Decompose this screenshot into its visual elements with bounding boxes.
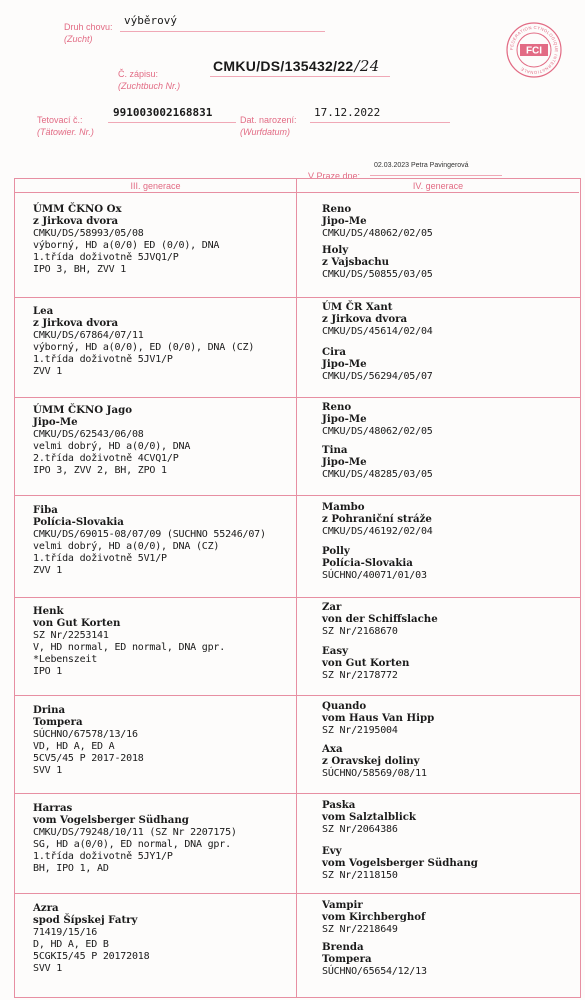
ancestor-kennel: Polícia-Slovakia: [322, 557, 413, 570]
signature-underline: [370, 175, 502, 176]
gen4-sire: [322, 203, 433, 240]
ancestor-titles: BH, IPO 1, AD: [33, 863, 109, 875]
gen4-sire: [322, 301, 433, 338]
ancestor-registration: SÚCHNO/65654/12/13: [322, 965, 427, 977]
ancestor-titles: ZVV 1: [33, 565, 63, 577]
ancestor-kennel: Polícia-Slovakia: [33, 516, 124, 529]
ancestor-kennel: von der Schiffslache: [322, 613, 438, 626]
ancestor-registration: CMKU/DS/45614/02/04: [322, 325, 433, 337]
gen4-dam: [322, 545, 427, 582]
ancestor-health: velmi dobrý, HD a(0/0), DNA (CZ): [33, 540, 220, 552]
ancestor-breeding-class: 1.třída doživotně 5JY1/P: [33, 851, 173, 863]
ancestor-name: Vampir: [322, 899, 363, 911]
ancestor-kennel: spod Šípskej Fatry: [33, 914, 138, 927]
ancestor-name: Drina: [33, 704, 66, 716]
ancestor-kennel: Jipo-Me: [322, 413, 367, 426]
birth-date-underline: [310, 122, 450, 123]
gen4-dam: [322, 244, 433, 281]
gen3-ancestor: [33, 404, 190, 478]
ancestor-registration: CMKU/DS/48062/02/05: [322, 227, 433, 239]
row-divider: [15, 893, 580, 894]
ancestor-breeding-class: 1.třída doživotně 5JVQ1/P: [33, 252, 179, 264]
gen4-sire: [322, 899, 425, 936]
ancestor-registration: SZ Nr/2178772: [322, 669, 398, 681]
gen4-sire: [322, 601, 438, 638]
ancestor-kennel: z Jirkova dvora: [322, 313, 408, 326]
pedigree-table: [14, 178, 581, 998]
registry-underline: [210, 76, 390, 77]
ancestor-titles: ZVV 1: [33, 366, 63, 378]
ancestor-kennel: vom Salztalblick: [322, 811, 416, 824]
ancestor-registration: SZ Nr/2168670: [322, 625, 398, 637]
tattoo-value: 991003002168831: [113, 106, 213, 119]
ancestor-kennel: z Oravskej doliny: [322, 755, 420, 768]
ancestor-kennel: vom Haus Van Hipp: [322, 712, 435, 725]
column-header-gen4: IV. generace: [297, 179, 579, 193]
ancestor-kennel: z Vajsbachu: [322, 256, 390, 269]
gen3-ancestor: [33, 305, 254, 379]
ancestor-kennel: vom Vogelsberger Südhang: [322, 857, 478, 870]
ancestor-registration: CMKU/DS/79248/10/11 (SZ Nr 2207175): [33, 826, 237, 838]
ancestor-health: výborný, HD a(0/0) ED (0/0), DNA: [33, 239, 220, 251]
ancestor-name: Reno: [322, 401, 352, 413]
ancestor-kennel: von Gut Korten: [322, 657, 410, 670]
signature-text: 02.03.2023 Petra Pavingerová: [374, 162, 469, 169]
ancestor-kennel: Jipo-Me: [322, 358, 367, 371]
ancestor-name: Evy: [322, 845, 342, 857]
ancestor-titles: SVV 1: [33, 765, 63, 777]
column-divider: [296, 193, 297, 997]
ancestor-kennel: z Jirkova dvora: [33, 317, 119, 330]
gen4-dam: [322, 941, 427, 978]
column-header-gen3: III. generace: [15, 179, 297, 193]
tattoo-underline: [108, 122, 236, 123]
ancestor-name: ÚMM ČKNO Jago: [33, 404, 133, 416]
tattoo-label: Tetovací č.: (Tätowier. Nr.): [37, 115, 94, 138]
ancestor-name: Henk: [33, 605, 64, 617]
ancestor-registration: CMKU/DS/58993/05/08: [33, 227, 144, 239]
birth-date-label: Dat. narození: (Wurfdatum): [240, 115, 297, 138]
registry-label: Č. zápisu: (Zuchtbuch Nr.): [118, 69, 181, 92]
ancestor-kennel: z Pohraniční stráže: [322, 513, 432, 526]
ancestor-name: Fiba: [33, 504, 58, 516]
place-date-label: V Praze dne:: [308, 171, 361, 181]
gen3-ancestor: [33, 902, 149, 976]
ancestor-registration: CMKU/DS/69015-08/07/09 (SUCHNO 55246/07): [33, 528, 266, 540]
ancestor-kennel: Jipo-Me: [33, 416, 78, 429]
ancestor-kennel: von Gut Korten: [33, 617, 121, 630]
ancestor-health: SG, HD a(0/0), ED normal, DNA gpr.: [33, 838, 231, 850]
registry-number-handwritten: /24: [354, 57, 380, 75]
gen4-dam: [322, 346, 433, 383]
gen4-dam: [322, 845, 478, 882]
ancestor-name: Harras: [33, 802, 73, 814]
ancestor-kennel: vom Kirchberghof: [322, 911, 426, 924]
gen4-dam: [322, 444, 433, 481]
row-divider: [15, 695, 580, 696]
ancestor-breeding-class: 1.třída doživotně 5V1/P: [33, 553, 167, 565]
birth-date-value: 17.12.2022: [314, 106, 381, 119]
gen4-dam: [322, 743, 427, 780]
ancestor-health: D, HD A, ED B: [33, 938, 109, 950]
ancestor-name: Tina: [322, 444, 348, 456]
ancestor-registration: CMKU/DS/67864/07/11: [33, 329, 144, 341]
ancestor-breeding-class: *Lebenszeit: [33, 654, 98, 666]
gen3-ancestor: [33, 605, 225, 679]
row-divider: [15, 793, 580, 794]
gen3-ancestor: [33, 203, 219, 277]
ancestor-registration: CMKU/DS/50855/03/05: [322, 268, 433, 280]
row-divider: [15, 495, 580, 496]
ancestor-kennel: Jipo-Me: [322, 215, 367, 228]
ancestor-breeding-class: 2.třída doživotně 4CVQ1/P: [33, 453, 179, 465]
ancestor-registration: SZ Nr/2118150: [322, 869, 398, 881]
gen3-ancestor: [33, 802, 237, 876]
ancestor-kennel: Tompera: [322, 953, 372, 966]
ancestor-titles: IPO 3, BH, ZVV 1: [33, 264, 127, 276]
ancestor-name: Cira: [322, 346, 346, 358]
ancestor-registration: CMKU/DS/48285/03/05: [322, 468, 433, 480]
ancestor-name: Holy: [322, 244, 349, 256]
ancestor-registration: CMKU/DS/62543/06/08: [33, 428, 144, 440]
ancestor-name: ÚM ČR Xant: [322, 301, 393, 313]
ancestor-registration: SÚCHNO/67578/13/16: [33, 728, 138, 740]
ancestor-registration: SZ Nr/2064386: [322, 823, 398, 835]
ancestor-titles: IPO 3, ZVV 2, BH, ZPO 1: [33, 465, 167, 477]
breed-type-underline: [120, 31, 325, 32]
gen4-sire: [322, 799, 416, 836]
ancestor-titles: SVV 1: [33, 963, 63, 975]
ancestor-registration: CMKU/DS/46192/02/04: [322, 525, 433, 537]
ancestor-health: V, HD normal, ED normal, DNA gpr.: [33, 641, 226, 653]
ancestor-registration: SÚCHNO/58569/08/11: [322, 767, 427, 779]
ancestor-kennel: z Jirkova dvora: [33, 215, 119, 228]
gen3-ancestor: [33, 504, 266, 578]
ancestor-health: výborný, HD a(0/0), ED (0/0), DNA (CZ): [33, 341, 255, 353]
ancestor-name: Zar: [322, 601, 342, 613]
ancestor-name: Quando: [322, 700, 367, 712]
registry-number: [213, 57, 380, 75]
row-divider: [15, 597, 580, 598]
fci-logo-text: FCI: [525, 45, 543, 57]
fci-logo-ring-text: FEDERATION CYNOLOGIQUE INTERNATIONALE: [508, 24, 560, 76]
ancestor-breeding-class: 5CGKI5/45 P 20172018: [33, 951, 150, 963]
ancestor-name: Polly: [322, 545, 350, 557]
ancestor-registration: CMKU/DS/56294/05/07: [322, 370, 433, 382]
ancestor-name: ÚMM ČKNO Ox: [33, 203, 122, 215]
ancestor-titles: IPO 1: [33, 666, 63, 678]
ancestor-kennel: Jipo-Me: [322, 456, 367, 469]
ancestor-kennel: vom Vogelsberger Südhang: [33, 814, 189, 827]
row-divider: [15, 297, 580, 298]
ancestor-name: Mambo: [322, 501, 365, 513]
ancestor-breeding-class: 5CV5/45 P 2017-2018: [33, 753, 144, 765]
ancestor-kennel: Tompera: [33, 716, 83, 729]
ancestor-registration: SZ Nr/2195004: [322, 724, 398, 736]
ancestor-name: Brenda: [322, 941, 364, 953]
gen3-ancestor: [33, 704, 144, 778]
fci-logo: [506, 22, 562, 78]
ancestor-name: Paska: [322, 799, 356, 811]
ancestor-name: Axa: [322, 743, 343, 755]
ancestor-breeding-class: 1.třída doživotně 5JV1/P: [33, 354, 173, 366]
ancestor-name: Easy: [322, 645, 349, 657]
ancestor-name: Reno: [322, 203, 352, 215]
ancestor-health: velmi dobrý, HD a(0/0), DNA: [33, 440, 191, 452]
gen4-dam: [322, 645, 409, 682]
ancestor-name: Lea: [33, 305, 54, 317]
ancestor-registration: SÚCHNO/40071/01/03: [322, 569, 427, 581]
ancestor-health: VD, HD A, ED A: [33, 740, 115, 752]
breed-type-label: Druh chovu: (Zucht): [64, 22, 113, 45]
ancestor-registration: CMKU/DS/48062/02/05: [322, 425, 433, 437]
ancestor-registration: 71419/15/16: [33, 926, 98, 938]
ancestor-registration: SZ Nr/2253141: [33, 629, 109, 641]
breed-type-value: výběrový: [124, 14, 177, 27]
gen4-sire: [322, 501, 433, 538]
row-divider: [15, 397, 580, 398]
ancestor-name: Azra: [33, 902, 59, 914]
ancestor-registration: SZ Nr/2218649: [322, 923, 398, 935]
registry-number-printed: CMKU/DS/135432/22: [213, 58, 354, 74]
gen4-sire: [322, 401, 433, 438]
gen4-sire: [322, 700, 434, 737]
